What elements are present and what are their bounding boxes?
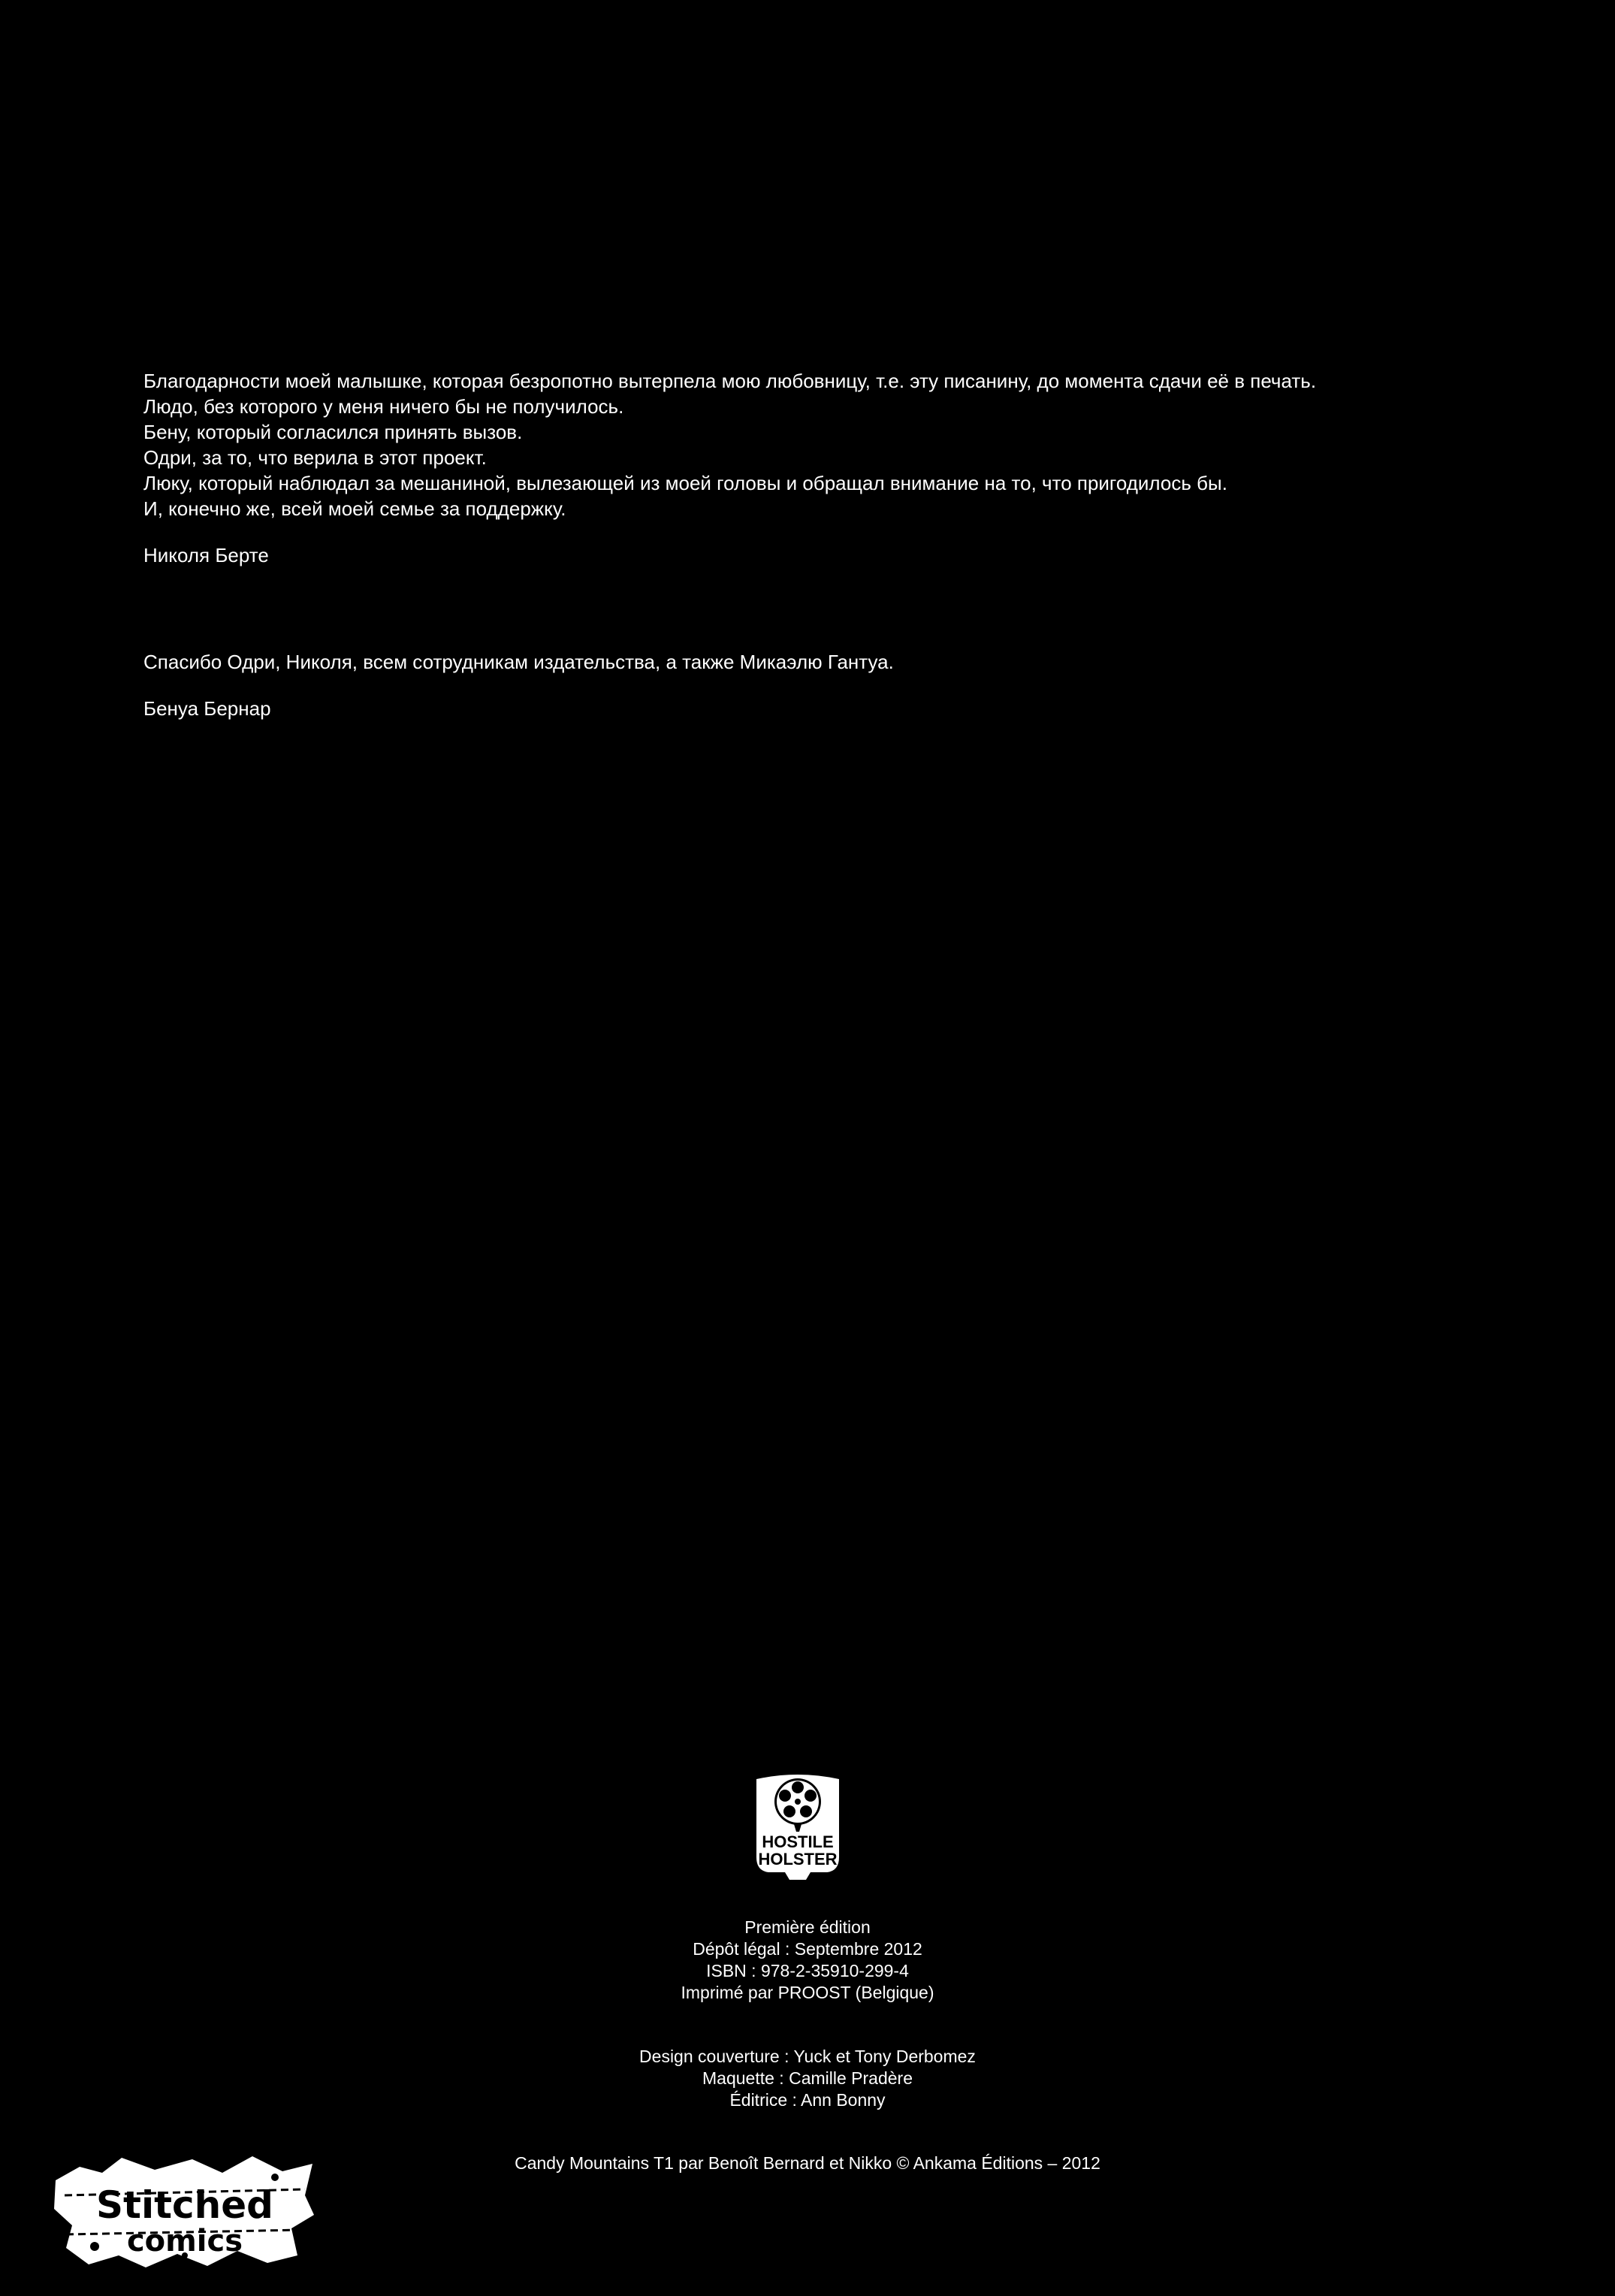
ack-line: Бену, который согласился принять вызов. <box>143 421 523 443</box>
printer-line: Imprimé par PROOST (Belgique) <box>681 1983 934 2002</box>
second-thanks-block <box>143 649 1496 721</box>
copyright-line: Candy Mountains T1 par Benoît Bernard et Nikko © Ankama Éditions – 2012 <box>515 2153 1100 2173</box>
acknowledgements-block <box>143 368 1496 568</box>
logo-text-line1: HOSTILE <box>762 1832 834 1851</box>
ack-signature: Николя Берте <box>143 544 269 566</box>
edition-line: Première édition <box>744 1917 871 1937</box>
legal-deposit-line: Dépôt légal : Septembre 2012 <box>693 1939 922 1959</box>
ack-line: Благодарности моей малышке, которая безропотно вытерпела мою любовницу, т.е. эту писанину, до момента сдачи её в печать. <box>143 370 1317 392</box>
stamp-text-line1: Stitched <box>96 2183 273 2227</box>
editor-credit: Éditrice : Ann Bonny <box>729 2090 886 2110</box>
stitched-comics-logo <box>50 2150 320 2272</box>
ack-line: Людо, без которого у меня ничего бы не получилось. <box>143 395 624 418</box>
logo-text-line2: HOLSTER <box>758 1850 838 1869</box>
isbn-line: ISBN : 978-2-35910-299-4 <box>706 1961 909 1980</box>
thanks-line: Спасибо Одри, Николя, всем сотрудникам издательства, а также Микаэлю Гантуа. <box>143 651 894 673</box>
edition-info <box>0 1917 1615 2004</box>
thanks-signature: Бенуа Бернар <box>143 697 271 720</box>
ack-line: И, конечно же, всей моей семье за поддержку. <box>143 497 566 520</box>
stamp-text-line2: comics <box>126 2224 243 2258</box>
layout-credit: Maquette : Camille Pradère <box>702 2068 913 2088</box>
ack-line: Люку, который наблюдал за мешаниной, вылезающей из моей головы и обращал внимание на то, что пригодилось бы. <box>143 472 1227 494</box>
design-credits <box>0 2046 1615 2111</box>
hostile-holster-logo <box>746 1769 850 1881</box>
cover-design-credit: Design couverture : Yuck et Tony Derbomez <box>639 2047 976 2066</box>
ack-line: Одри, за то, что верила в этот проект. <box>143 446 487 469</box>
